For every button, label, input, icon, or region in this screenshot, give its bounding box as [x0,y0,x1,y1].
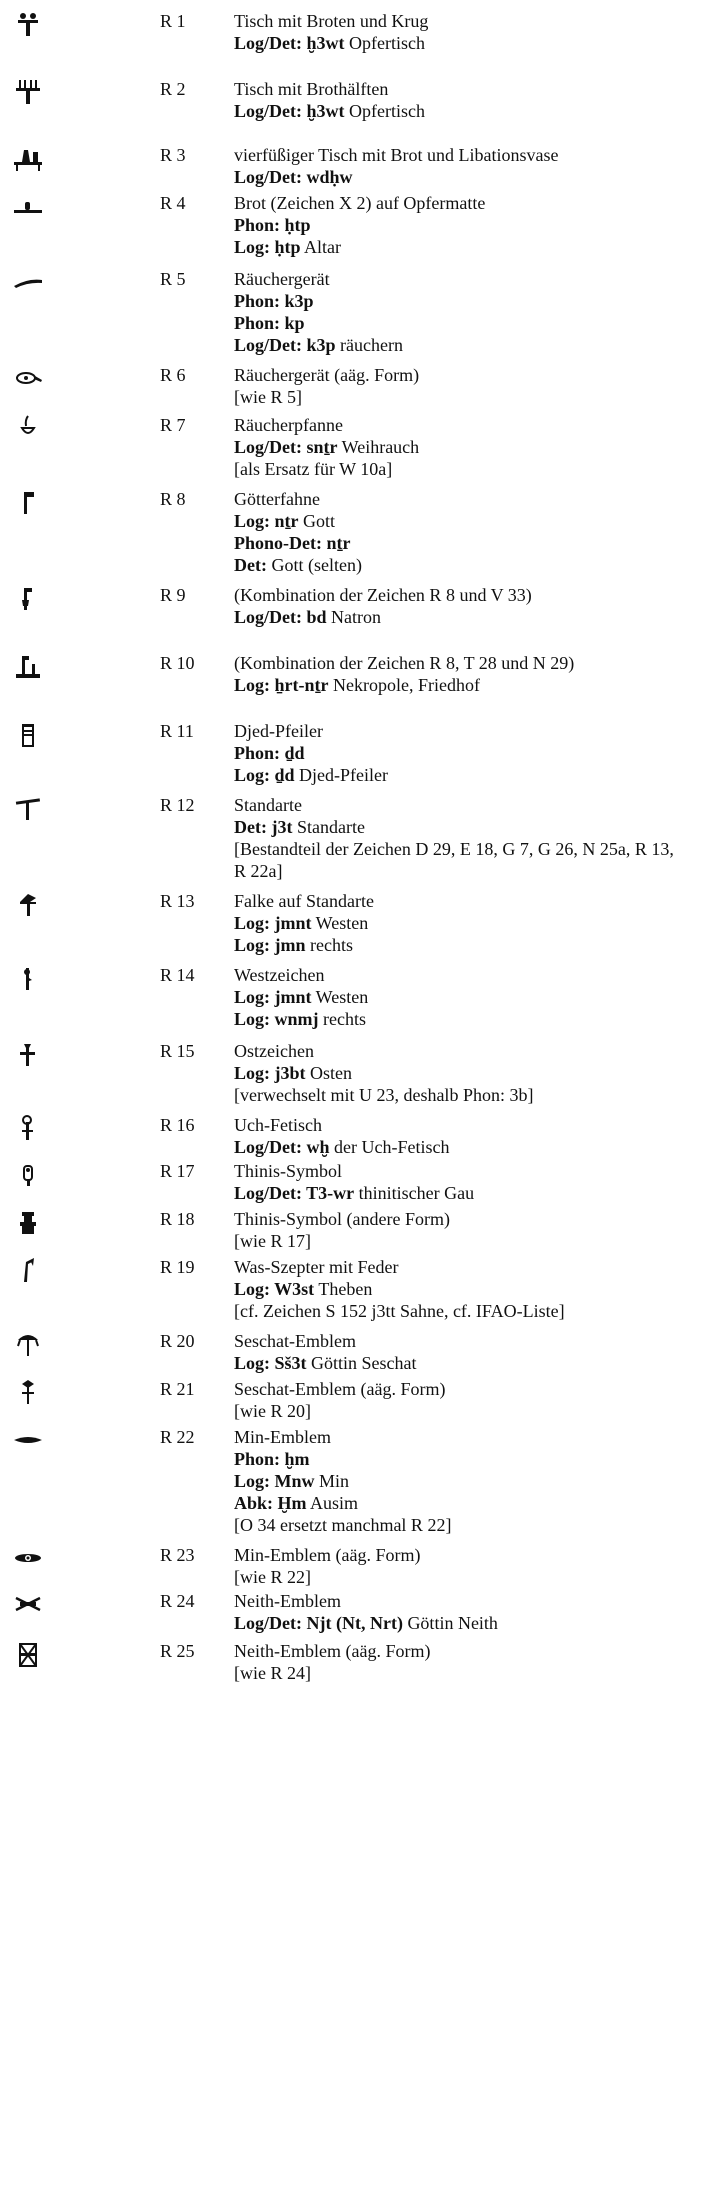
sign-description [234,1208,690,1252]
sign-description [234,1378,690,1422]
sign-code: R 6 [160,365,186,385]
sign-description [234,192,690,258]
sign-description [234,890,690,956]
divine-flag-icon [10,488,46,516]
sign-code: R 10 [160,653,195,673]
reading-meaning: thinitischer Gau [354,1183,475,1203]
reading-label: Phon: ḏd [234,743,305,763]
reading-meaning: Min [314,1471,350,1491]
reading-label: Log: j3bt [234,1063,306,1083]
sign-description [234,414,690,480]
table-with-bread-halves-icon [10,78,46,106]
reading-meaning: Göttin Seschat [306,1353,417,1373]
censer-variant-icon [10,364,46,392]
sign-text-line: Tisch mit Broten und Krug [234,11,429,31]
sign-text-line: vierfüßiger Tisch mit Brot und Libationsvase [234,145,559,165]
sign-code: R 7 [160,415,186,435]
sign-reading [234,100,690,122]
sign-text-line: Ostzeichen [234,1041,314,1061]
sign-description [234,1256,690,1322]
sign-text-line: [wie R 17] [234,1231,311,1251]
sign-reading [234,1008,690,1030]
sign-description [234,1160,690,1204]
sign-reading [234,764,690,786]
reading-meaning: Djed-Pfeiler [294,765,388,785]
sign-reading [234,674,690,696]
sign-text-line: Seschat-Emblem [234,1331,356,1351]
sign-reading [234,312,690,334]
sign-description [234,794,690,882]
reading-meaning: Osten [305,1063,352,1083]
reading-meaning: Gott (selten) [266,555,362,575]
sign-text-line: [cf. Zeichen S 152 j3tt Sahne, cf. IFAO-Liste] [234,1301,565,1321]
uch-fetish-icon [10,1114,46,1142]
sign-code: R 13 [160,891,195,911]
min-emblem-icon [10,1426,46,1454]
sign-description [234,10,690,54]
sign-text-line: Thinis-Symbol [234,1161,343,1181]
reading-label: Log: ḏd [234,765,295,785]
sign-text-line: Thinis-Symbol (andere Form) [234,1209,450,1229]
sign-text-line: [verwechselt mit U 23, deshalb Phon: 3b] [234,1085,534,1105]
sign-description [234,78,690,122]
sign-code: R 9 [160,585,186,605]
reading-label: Log: nṯr [234,511,299,531]
sign-description [234,584,690,628]
sign-reading [234,1470,690,1492]
sign-code: R 14 [160,965,195,985]
sign-reading [234,1448,690,1470]
reading-meaning: Westen [311,913,369,933]
reading-label: Log/Det: k3p [234,335,336,355]
sign-description [234,1544,690,1588]
reading-label: Log/Det: wḫ [234,1137,330,1157]
sign-text-line: Neith-Emblem (aäg. Form) [234,1641,431,1661]
reading-label: Log: W3st [234,1279,315,1299]
reading-label: Phon: k3p [234,291,314,311]
sign-text-line: Uch-Fetisch [234,1115,322,1135]
sign-description [234,144,690,188]
djed-pillar-icon [10,720,46,748]
sign-description [234,652,690,696]
reading-label: Log/Det: bd [234,607,327,627]
reading-label: Log: ẖrt-nṯr [234,675,329,695]
reading-label: Log: Mnw [234,1471,315,1491]
sign-description [234,268,690,356]
was-sceptre-with-feather-icon [10,1256,46,1284]
sign-text-line: Min-Emblem [234,1427,331,1447]
standard-icon [10,794,46,822]
thinis-symbol-icon [10,1160,46,1188]
reading-label: Log: wnmj [234,1009,319,1029]
sign-text-line: (Kombination der Zeichen R 8 und V 33) [234,585,532,605]
sign-description [234,1590,690,1634]
reading-label: Phon: kp [234,313,305,333]
sign-code: R 20 [160,1331,195,1351]
reading-label: Det: [234,555,267,575]
reading-label: Det: j3t [234,817,293,837]
reading-meaning: Gott [298,511,336,531]
reading-label: Log: ḥtp [234,237,301,257]
sign-reading [234,1612,690,1634]
sign-reading [234,912,690,934]
sign-code: R 12 [160,795,195,815]
falcon-on-standard-icon [10,890,46,918]
sign-text-line: (Kombination der Zeichen R 8, T 28 und N 29) [234,653,575,673]
sign-description [234,1330,690,1374]
sign-text-line: [wie R 20] [234,1401,311,1421]
sign-reading [234,742,690,764]
seshat-emblem-icon [10,1330,46,1358]
reading-label: Log/Det: snṯr [234,437,338,457]
reading-meaning: Weihrauch [337,437,420,457]
sign-reading [234,236,690,258]
reading-meaning: Göttin Neith [402,1613,498,1633]
sign-text-line: [wie R 22] [234,1567,311,1587]
sign-code: R 23 [160,1545,195,1565]
sign-reading [234,934,690,956]
reading-label: Log/Det: T3-wr [234,1183,355,1203]
necropolis-sign-icon [10,652,46,680]
reading-meaning: Altar [300,237,342,257]
sign-description [234,1426,690,1536]
sign-description [234,1114,690,1158]
reading-meaning: Nekropole, Friedhof [328,675,480,695]
reading-meaning: Opfertisch [344,33,425,53]
seshat-emblem-variant-icon [10,1378,46,1406]
sign-reading [234,606,690,628]
sign-text-line: Westzeichen [234,965,325,985]
sign-description [234,1640,690,1684]
neith-emblem-icon [10,1590,46,1618]
west-sign-icon [10,964,46,992]
incense-bowl-icon [10,414,46,442]
flag-with-bag-icon [10,584,46,612]
reading-meaning: rechts [318,1009,366,1029]
sign-code: R 19 [160,1257,195,1277]
sign-reading [234,1278,690,1300]
sign-reading [234,1492,690,1514]
reading-label: Log/Det: ḫ3wt [234,33,345,53]
sign-code: R 22 [160,1427,195,1447]
sign-text-line: Neith-Emblem [234,1591,341,1611]
sign-description [234,364,690,408]
reading-meaning: Natron [326,607,381,627]
sign-reading [234,1352,690,1374]
reading-meaning: Opfertisch [344,101,425,121]
offering-table-icon [10,10,46,38]
sign-text-line: Tisch mit Brothälften [234,79,389,99]
sign-text-line: [Bestandteil der Zeichen D 29, E 18, G 7, G 26, N 25a, R 13, R 22a] [234,839,674,881]
reading-label: Log: jmnt [234,987,312,1007]
reading-label: Phon: ḫm [234,1449,310,1469]
sign-code: R 11 [160,721,194,741]
sign-code: R 3 [160,145,186,165]
sign-code: R 2 [160,79,186,99]
sign-text-line: [als Ersatz für W 10a] [234,459,393,479]
sign-reading [234,166,690,188]
sign-text-line: [wie R 5] [234,387,302,407]
sign-text-line: Seschat-Emblem (aäg. Form) [234,1379,446,1399]
reading-label: Log: jmnt [234,913,312,933]
sign-code: R 5 [160,269,186,289]
sign-reading [234,436,690,458]
sign-description [234,488,690,576]
reading-label: Log/Det: wdḥw [234,167,353,187]
table-with-libation-vase-icon [10,144,46,172]
sign-code: R 15 [160,1041,195,1061]
sign-text-line: Götterfahne [234,489,320,509]
reading-label: Log/Det: Njt (Nt, Nrt) [234,1613,403,1633]
sign-code: R 1 [160,11,186,31]
sign-reading [234,1136,690,1158]
censer-icon [10,268,46,296]
sign-code: R 17 [160,1161,195,1181]
reading-label: Log: jmn [234,935,306,955]
sign-reading [234,1062,690,1084]
sign-code: R 24 [160,1591,195,1611]
sign-description [234,720,690,786]
sign-text-line: Räuchergerät [234,269,330,289]
reading-meaning: rechts [305,935,353,955]
sign-description [234,964,690,1030]
reading-label: Phono-Det: nṯr [234,533,351,553]
thinis-symbol-variant-icon [10,1208,46,1236]
reading-meaning: Theben [314,1279,373,1299]
sign-reading [234,1182,690,1204]
reading-label: Abk: Ḫm [234,1493,307,1513]
reading-meaning: Ausim [306,1493,359,1513]
sign-text-line: Djed-Pfeiler [234,721,323,741]
sign-text-line: Standarte [234,795,302,815]
sign-text-line: Min-Emblem (aäg. Form) [234,1545,421,1565]
sign-code: R 21 [160,1379,195,1399]
sign-code: R 16 [160,1115,195,1135]
sign-code: R 18 [160,1209,195,1229]
reading-meaning: räuchern [335,335,403,355]
sign-reading [234,32,690,54]
sign-code: R 4 [160,193,186,213]
sign-reading [234,334,690,356]
sign-reading [234,214,690,236]
sign-reading [234,816,690,838]
sign-description [234,1040,690,1106]
sign-text-line: [O 34 ersetzt manchmal R 22] [234,1515,452,1535]
min-emblem-variant-icon [10,1544,46,1572]
reading-label: Phon: ḥtp [234,215,311,235]
reading-meaning: Standarte [292,817,365,837]
reading-label: Log: Sš3t [234,1353,307,1373]
sign-reading [234,986,690,1008]
sign-text-line: Brot (Zeichen X 2) auf Opfermatte [234,193,486,213]
sign-text-line: Was-Szepter mit Feder [234,1257,399,1277]
neith-emblem-variant-icon [10,1640,46,1668]
sign-text-line: Räucherpfanne [234,415,343,435]
reading-meaning: Westen [311,987,369,1007]
sign-text-line: [wie R 24] [234,1663,311,1683]
sign-text-line: Falke auf Standarte [234,891,374,911]
sign-reading [234,532,690,554]
sign-reading [234,554,690,576]
bread-on-mat-icon [10,192,46,220]
reading-meaning: der Uch-Fetisch [329,1137,450,1157]
east-sign-icon [10,1040,46,1068]
sign-reading [234,510,690,532]
sign-code: R 25 [160,1641,195,1661]
sign-reading [234,290,690,312]
sign-code: R 8 [160,489,186,509]
sign-text-line: Räuchergerät (aäg. Form) [234,365,420,385]
reading-label: Log/Det: ḫ3wt [234,101,345,121]
